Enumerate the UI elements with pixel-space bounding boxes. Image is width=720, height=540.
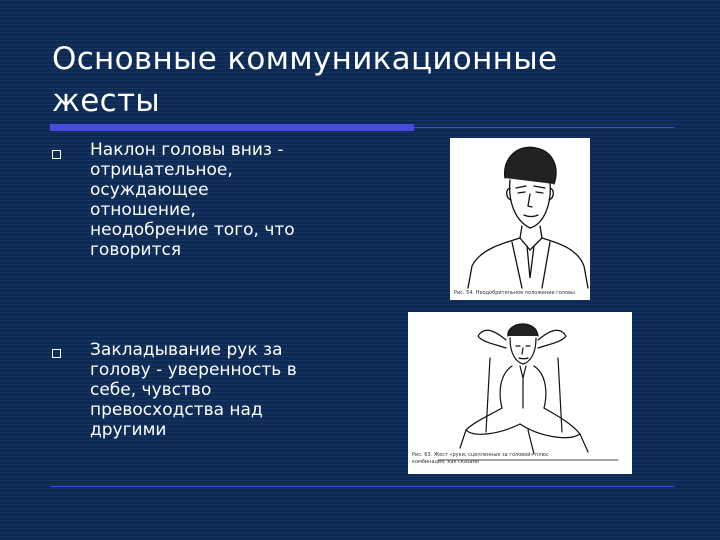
bullet-text-2: Закладывание рук за голову - уверенность в себе, чувство превосходства над другими: [90, 340, 297, 440]
title-underline-thin: [414, 127, 674, 128]
bullet-marker-2: [52, 349, 61, 358]
bullet-marker-1: [52, 150, 61, 159]
figure-1-caption: Рис. 54. Неодобрительное положение головы: [454, 290, 575, 296]
title-underline-thick: [50, 124, 414, 131]
bullet-text-1: Наклон головы вниз - отрицательное, осуждающее отношение, неодобрение того, что говорится: [90, 140, 295, 260]
figure-head-tilt: [450, 138, 590, 300]
bottom-divider: [50, 486, 674, 487]
hands-behind-head-illustration: [408, 312, 632, 474]
slide-title: Основные коммуникационные жесты: [52, 41, 558, 119]
figure-hands-behind-head: [408, 312, 632, 474]
title-underline: [50, 124, 674, 132]
figure-2-caption: Рис. 63. Жест «руки, сцепленные за головой» плюс комбинация, как сказано: [412, 452, 549, 465]
head-tilt-illustration: [450, 138, 590, 300]
